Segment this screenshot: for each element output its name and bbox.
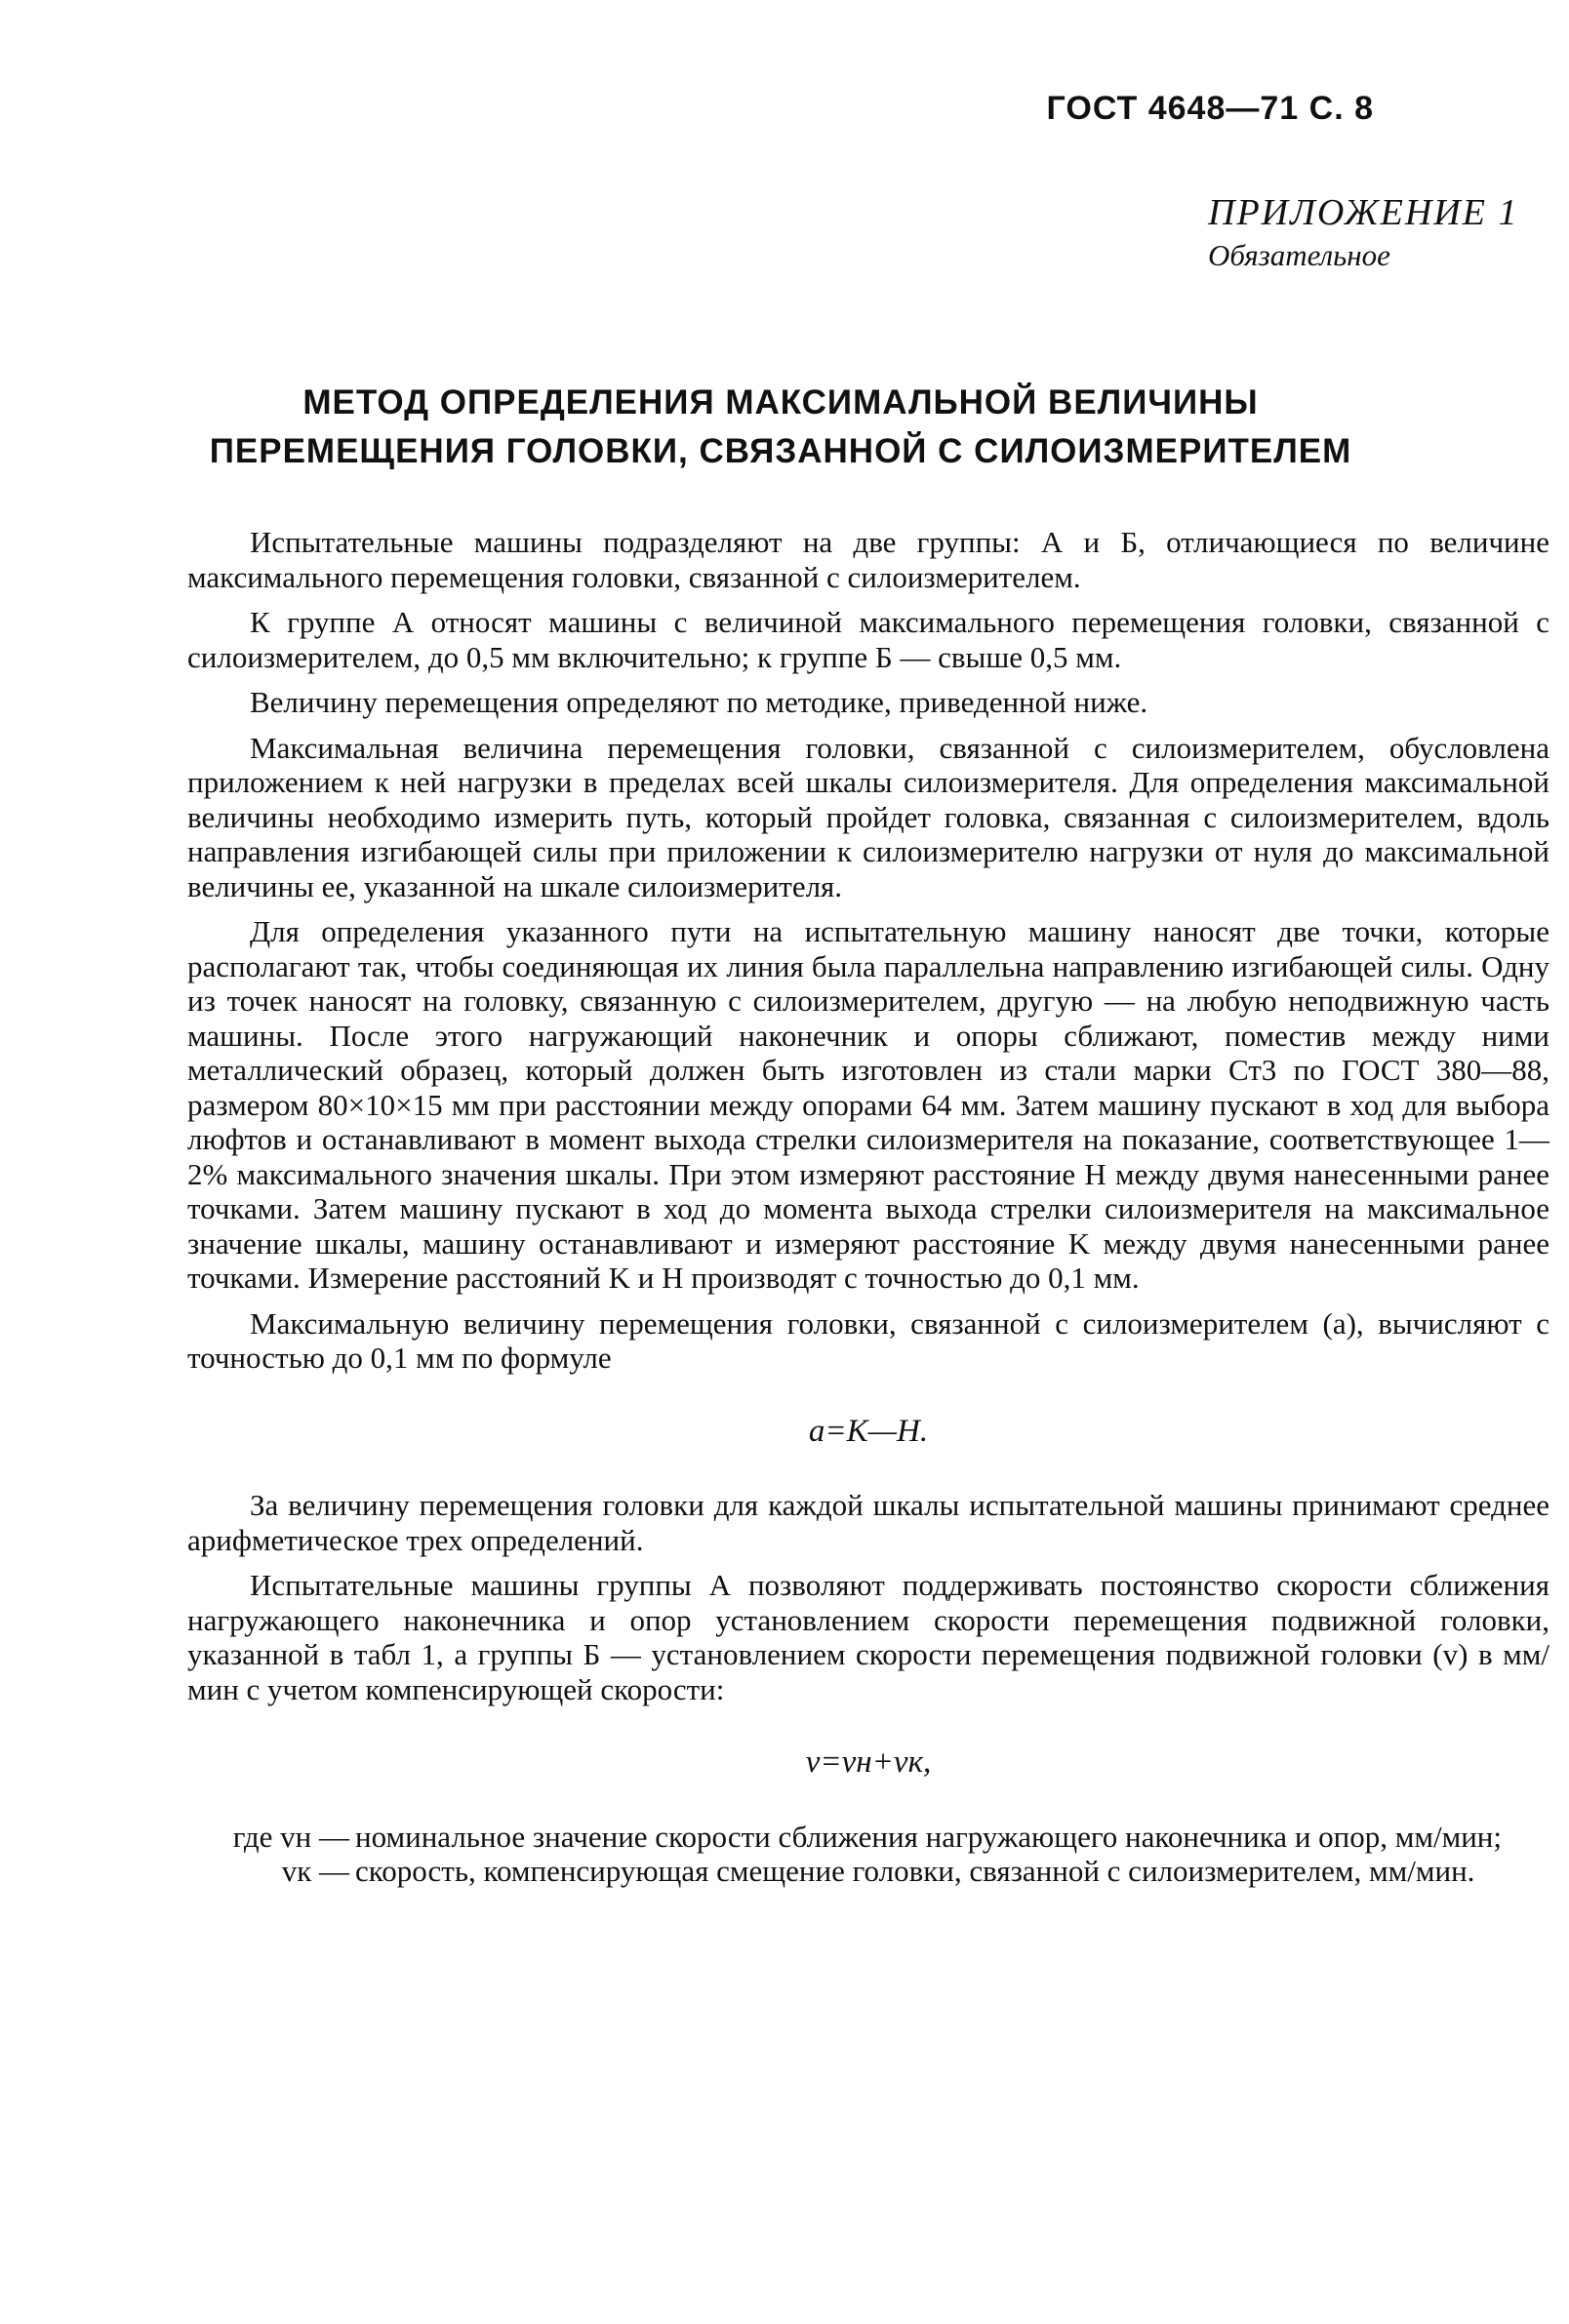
paragraph: Величину перемещения определяют по методике, приведенной ниже. xyxy=(250,685,1148,719)
paragraph: Для определения указанного пути на испытательную машину наносят две точки, которые располагают так, чтобы соединяющая их линия была параллельна направлению изгибающей силы. Одну из точек наносят на головку, связанную с силоизмерителем, другую — на любую неподвижную часть машины. После этого нагружающий наконечник и опоры сближают, поместив между ними металлический образец, который должен быть изготовлен из стали марки Ст3 по ГОСТ 380—88, размером 80×10×15 мм при расстоянии между опорами 64 мм. Затем машину пускают в ход для выбора люфтов и останавливают в момент выхода стрелки силоизмерителя на показание, соответствующее 1—2% максимального значения шкалы. При этом измеряют расстояние H между двумя нанесенными ранее точками. Затем машину пускают в ход до момента выхода стрелки силоизмерителя на максимальное значение шкалы, машину останавливают и измеряют расстояние K между двумя нанесенными ранее точками. Измерение расстояний K и H производят с точностью до 0,1 мм. xyxy=(187,914,1549,1295)
where-symbol: где vн — xyxy=(232,1819,349,1854)
where-definition: скорость, компенсирующая смещение головки, связанной с силоизмерителем, мм/мин. xyxy=(355,1854,1475,1888)
paragraph: Испытательные машины группы А позволяют поддерживать постоянство скорости сближения нагружающего наконечника и опор установлением скорости перемещения подвижной головки, указанной в табл 1, а группы Б — установлением скорости перемещения подвижной головки (v) в мм/мин с учетом компенсирующей скорости: xyxy=(187,1568,1549,1706)
appendix-block xyxy=(1208,191,1518,273)
where-definition: номинальное значение скорости сближения нагружающего наконечника и опор, мм/мин; xyxy=(355,1819,1503,1854)
formula-a: a=K—H. xyxy=(808,1413,929,1449)
paragraph: Испытательные машины подразделяют на две группы: А и Б, отличающиеся по величине максимального перемещения головки, связанной с силоизмерителем. xyxy=(187,525,1549,594)
paragraph: Максимальная величина перемещения головки, связанной с силоизмерителем, обусловлена приложением к ней нагрузки в пределах всей шкалы силоизмерителя. Для определения максимальной величины необходимо измерить путь, который пройдет головка, связанная с силоизмерителем, вдоль направления изгибающей силы при приложении к силоизмерителю нагрузки от нуля до максимальной величины ее, указанной на шкале силоизмерителя. xyxy=(187,730,1549,903)
where-item xyxy=(187,1820,1549,1855)
where-symbol: vк — xyxy=(281,1854,349,1888)
where-item xyxy=(187,1854,1549,1889)
document-title xyxy=(176,379,1386,476)
paragraph: За величину перемещения головки для каждой шкалы испытательной машины принимают среднее арифметическое трех определений. xyxy=(187,1488,1549,1557)
paragraph: К группе А относят машины с величиной максимального перемещения головки, связанной с силоизмерителем, до 0,5 мм включительно; к группе Б — свыше 0,5 мм. xyxy=(187,605,1549,674)
page-header: ГОСТ 4648—71 С. 8 xyxy=(1046,90,1374,127)
where-list xyxy=(187,1820,1549,1889)
appendix-label: ПРИЛОЖЕНИЕ 1 xyxy=(1208,192,1519,233)
paragraph: Максимальную величину перемещения головки, связанной с силоизмерителем (a), вычисляют с точностью до 0,1 мм по формуле xyxy=(187,1305,1549,1375)
formula-v: v=vн+vк, xyxy=(805,1744,932,1780)
document-body xyxy=(187,525,1549,1889)
title-line-2: ПЕРЕМЕЩЕНИЯ ГОЛОВКИ, СВЯЗАННОЙ С СИЛОИЗМЕРИТЕЛЕМ xyxy=(209,432,1352,470)
appendix-note: Обязательное xyxy=(1208,238,1390,272)
title-line-1: МЕТОД ОПРЕДЕЛЕНИЯ МАКСИМАЛЬНОЙ ВЕЛИЧИНЫ xyxy=(302,383,1259,421)
